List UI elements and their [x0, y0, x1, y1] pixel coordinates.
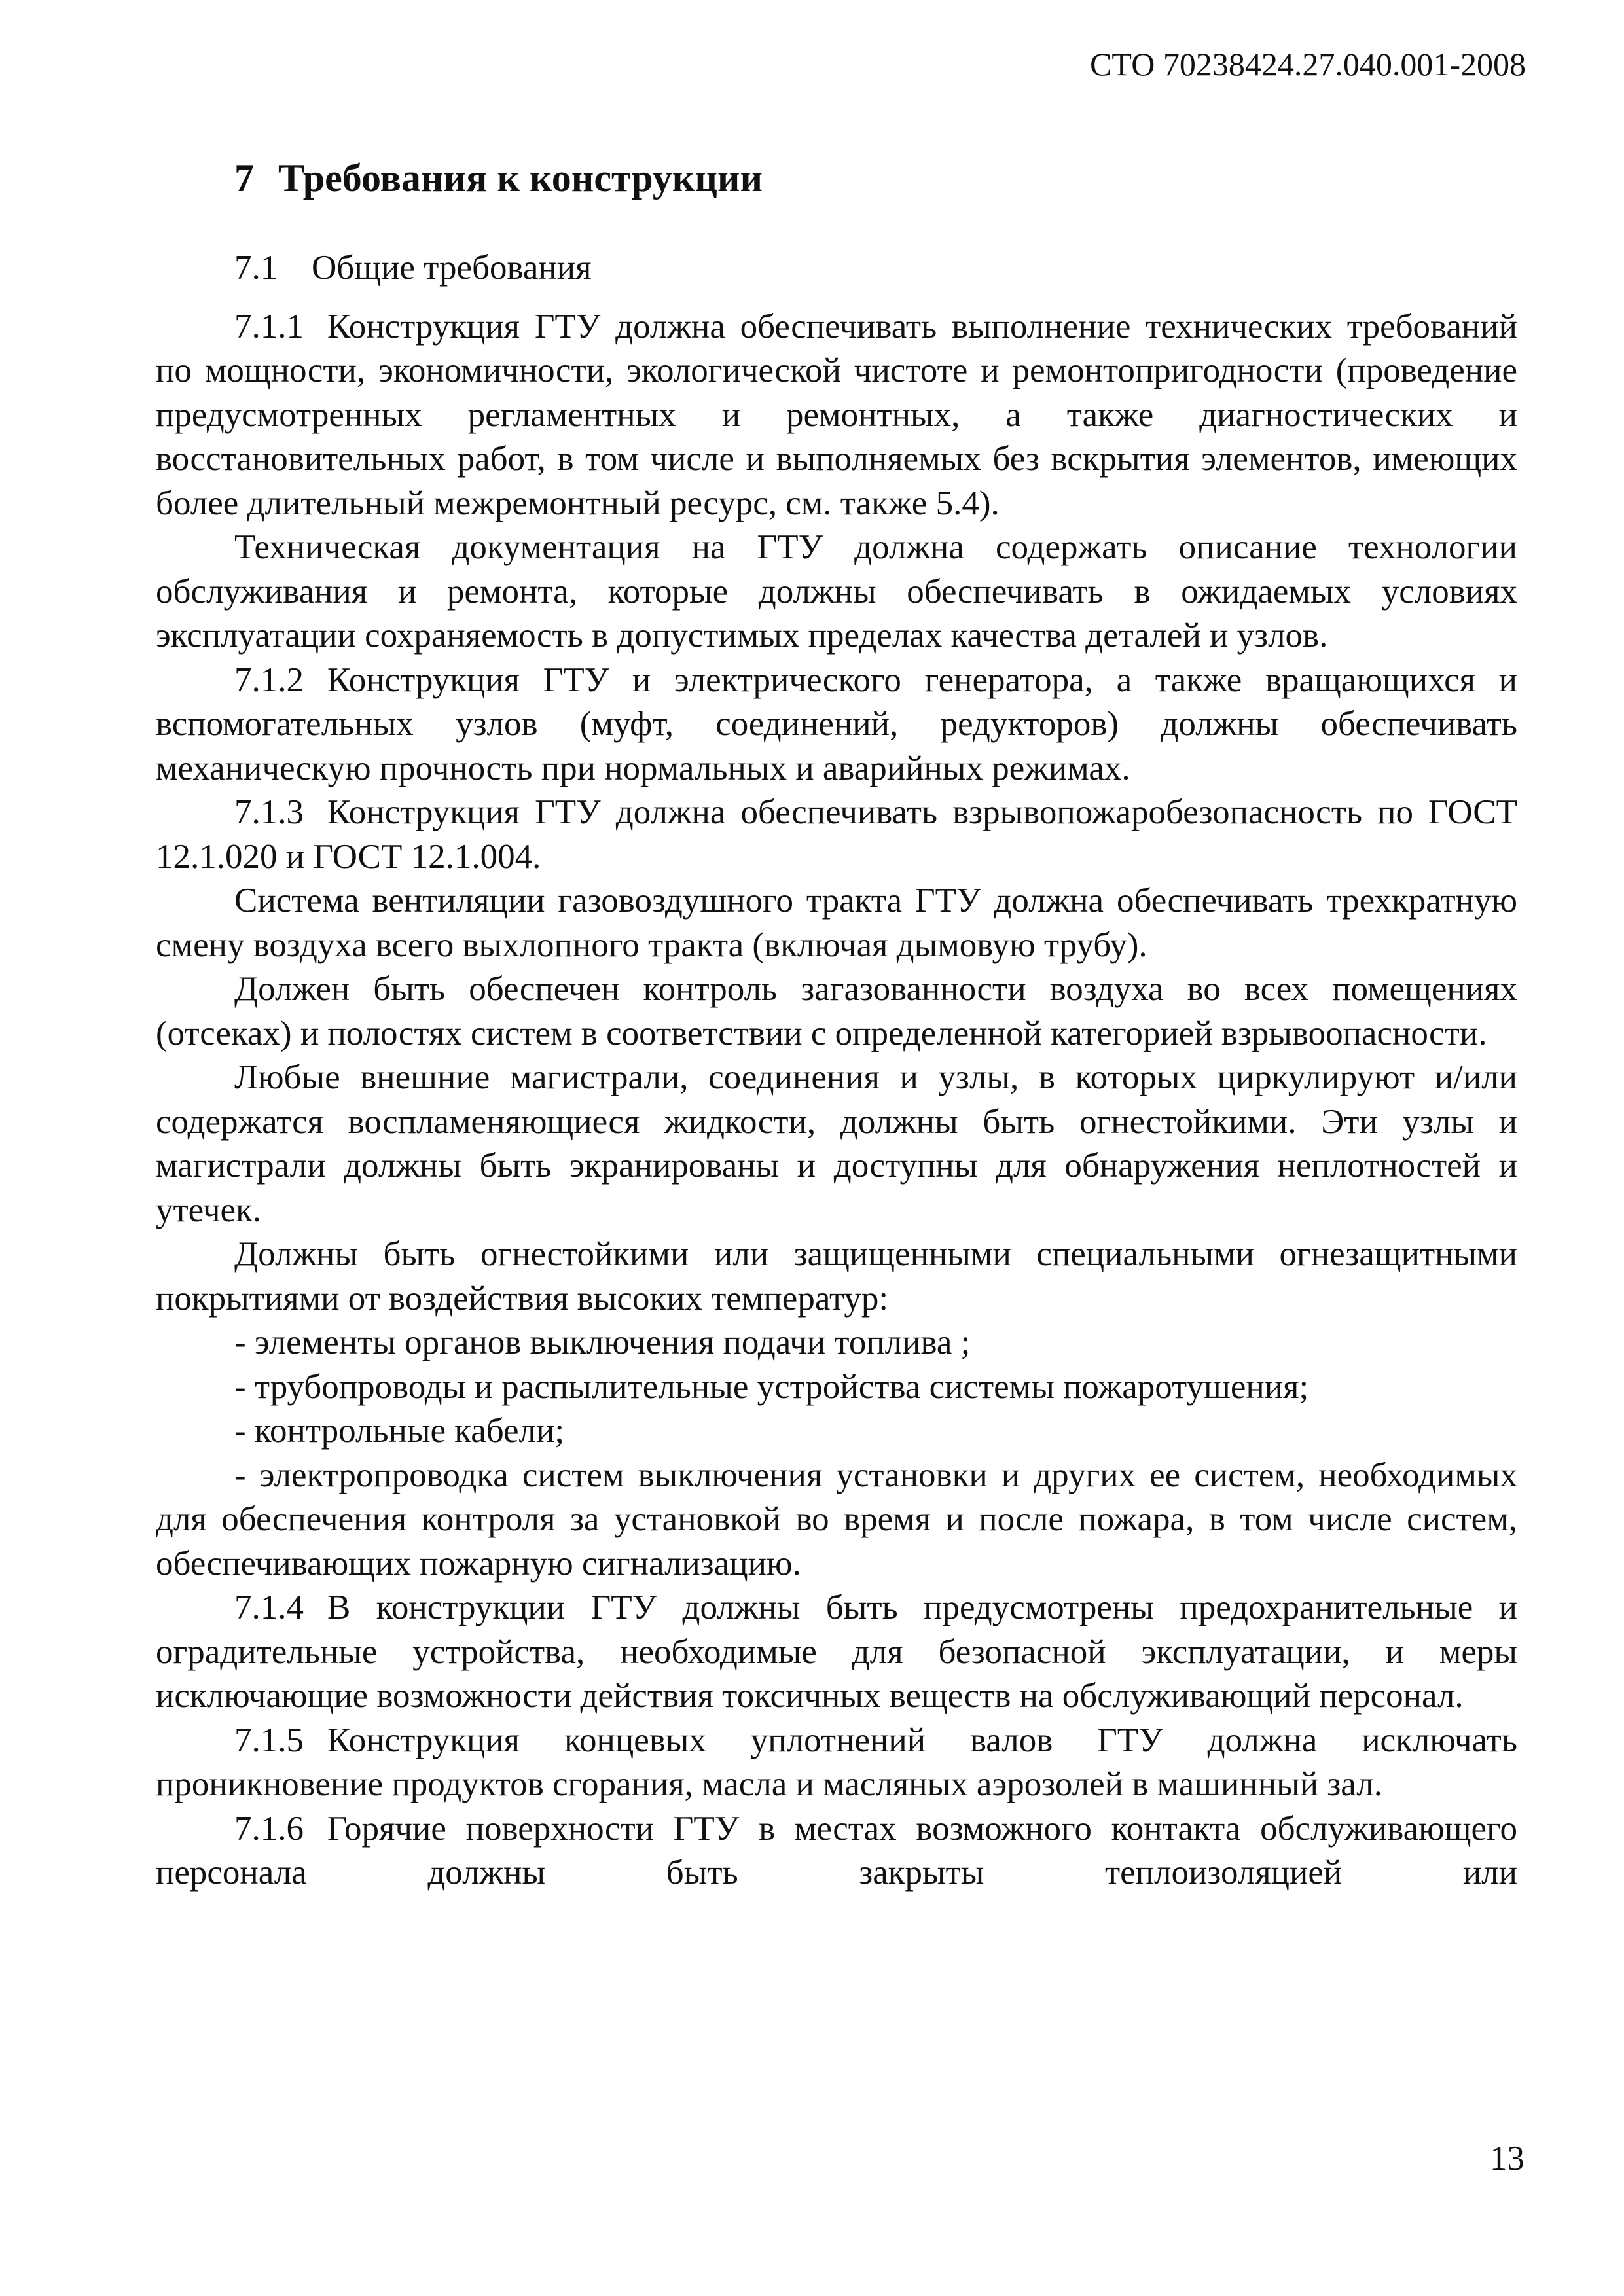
- paragraph-7-1-5: [156, 1719, 1517, 1807]
- paragraph-text: Система вентиляции газовоздушного тракта ГТУ должна обеспечивать трехкратную смену воздуха всего выхлопного тракта (включая дымовую трубу).: [156, 882, 1517, 964]
- subsection-title: Общие требования: [312, 249, 592, 287]
- clause-number: 7.1.2: [234, 660, 304, 699]
- paragraph-text: Конструкция ГТУ и электрического генератора, а также вращающихся и вспомогательных узлов (муфт, соединений, редукторов) должны обеспечивать механическую прочность при нормальных и аварийных режимах.: [156, 660, 1517, 787]
- section-heading: [156, 152, 1517, 204]
- paragraph-text: Конструкция ГТУ должна обеспечивать выполнение технических требований по мощности, экономичности, экологической чистоте и ремонтопригодности (проведение предусмотренных регламентных и ремонтных, а также диагностических и восстановительных работ, в том числе и выполняемых без вскрытия элементов, имеющих более длительный межремонтный ресурс, см. также 5.4).: [156, 307, 1517, 522]
- document-code: СТО 70238424.27.040.001-2008: [1090, 46, 1526, 82]
- paragraph-gas-control: [156, 967, 1517, 1056]
- subsection-number: 7.1: [234, 249, 278, 287]
- paragraph-7-1-3: [156, 791, 1517, 879]
- paragraph-7-1-6: [156, 1807, 1517, 1895]
- paragraph-text: Конструкция ГТУ должна обеспечивать взрывопожаробезопасность по ГОСТ 12.1.020 и ГОСТ 12.1.004.: [156, 793, 1517, 876]
- clause-number: 7.1.3: [234, 793, 304, 831]
- paragraph-text: В конструкции ГТУ должны быть предусмотрены предохранительные и оградительные устройства, необходимые для безопасной эксплуатации, и меры исключающие возможности действия токсичных веществ на обслуживающий персонал.: [156, 1588, 1517, 1715]
- list-item: - контрольные кабели;: [234, 1412, 565, 1450]
- clause-number: 7.1.6: [234, 1809, 304, 1848]
- paragraph-text: Любые внешние магистрали, соединения и узлы, в которых циркулируют и/или содержатся воспламеняющиеся жидкости, должны быть огнестойкими. Эти узлы и магистрали должны быть экранированы и доступны для обнаружения неплотностей и утечек.: [156, 1058, 1517, 1229]
- paragraph-text: Конструкция концевых уплотнений валов ГТУ должна исключать проникновение продуктов сгорания, масла и масляных аэрозолей в машинный зал.: [156, 1721, 1517, 1803]
- clause-number: 7.1.5: [234, 1721, 304, 1759]
- paragraph-external-lines: [156, 1056, 1517, 1232]
- paragraph-fire-resistance: [156, 1232, 1517, 1321]
- section-title: Требования к конструкции: [278, 156, 763, 200]
- paragraph-ventilation: [156, 879, 1517, 967]
- paragraph-text: Должны быть огнестойкими или защищенными специальными огнезащитными покрытиями от воздействия высоких температур:: [156, 1235, 1517, 1318]
- paragraph-tech-docs: [156, 526, 1517, 658]
- list-item: - элементы органов выключения подачи топлива ;: [234, 1323, 971, 1361]
- paragraph-text: Горячие поверхности ГТУ в местах возможного контакта обслуживающего персонала должны быть закрыты теплоизоляцией или: [156, 1809, 1517, 1892]
- list-item: - трубопроводы и распылительные устройства системы пожаротушения;: [234, 1367, 1309, 1406]
- paragraph-text: Техническая документация на ГТУ должна содержать описание технологии обслуживания и ремонта, которые должны обеспечивать в ожидаемых условиях эксплуатации сохраняемость в допустимых пределах качества деталей и узлов.: [156, 528, 1517, 655]
- paragraph-7-1-2: [156, 658, 1517, 791]
- paragraph-text: Должен быть обеспечен контроль загазованности воздуха во всех помещениях (отсеках) и полостях систем в соответствии с определенной категорией взрывоопасности.: [156, 970, 1517, 1052]
- list-item: - электропроводка систем выключения установки и других ее систем, необходимых для обеспечения контроля за установкой во время и после пожара, в том числе систем, обеспечивающих пожарную сигнализацию.: [156, 1456, 1517, 1583]
- page-number: 13: [1490, 2140, 1525, 2178]
- clause-number: 7.1.4: [234, 1588, 304, 1626]
- section-number: 7: [234, 156, 254, 200]
- subsection-heading: [156, 246, 1517, 291]
- page-content: [156, 152, 1517, 1895]
- paragraph-7-1-4: [156, 1586, 1517, 1719]
- clause-number: 7.1.1: [234, 307, 304, 346]
- paragraph-7-1-1: [156, 305, 1517, 526]
